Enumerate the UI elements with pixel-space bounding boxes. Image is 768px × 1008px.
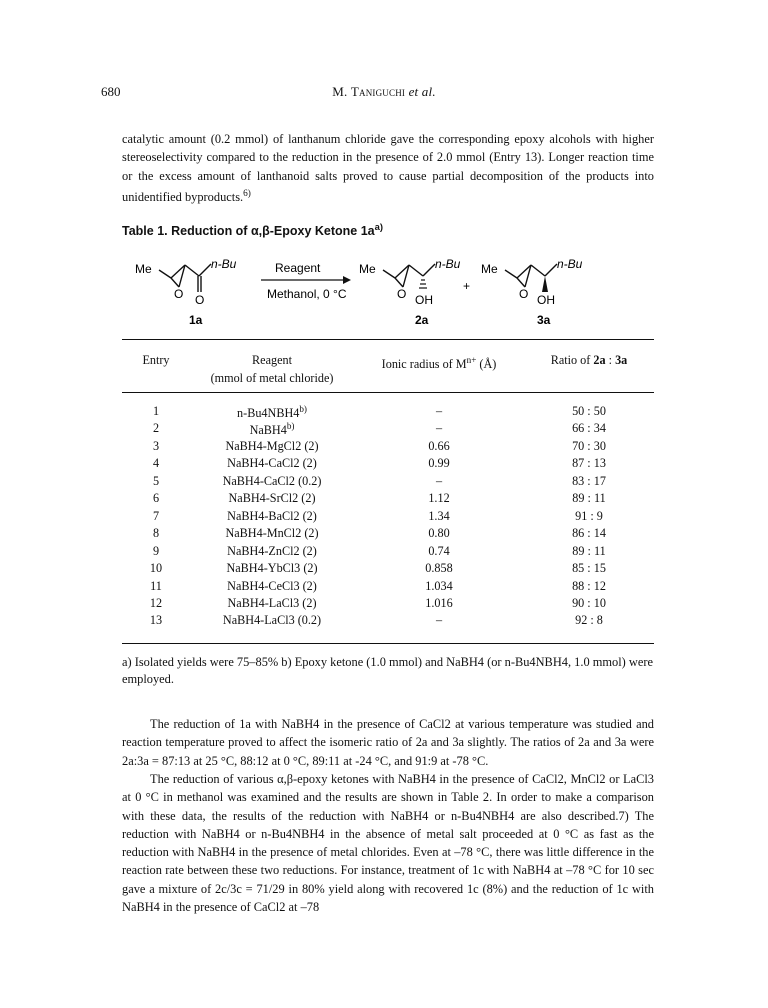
entry-cell: 10 bbox=[149, 561, 163, 576]
ionic-radius-cell: 1.016 bbox=[425, 595, 453, 610]
svg-text:O: O bbox=[174, 287, 184, 301]
reagent-footnote-ref: b) bbox=[299, 404, 307, 414]
table-row bbox=[122, 509, 654, 526]
reagent-cell: NaBH4-CaCl2 (2) bbox=[227, 456, 317, 471]
label-1a: 1a bbox=[189, 313, 203, 327]
table-row bbox=[122, 491, 654, 508]
ratio-cell: 92 : 8 bbox=[575, 613, 603, 628]
ionic-radius-cell: 0.99 bbox=[428, 456, 450, 471]
ionic-radius-cell: 1.034 bbox=[425, 578, 453, 593]
ionic-radius-cell: – bbox=[435, 473, 443, 488]
svg-text:n-Bu: n-Bu bbox=[211, 257, 237, 271]
svg-text:n-Bu: n-Bu bbox=[557, 257, 583, 271]
table-row bbox=[122, 404, 654, 421]
reagent-cell: NaBH4$^{b)}$ bbox=[249, 421, 295, 438]
paragraph-various-ketones: The reduction of various α,β-epoxy ketones with NaBH4 in the presence of CaCl2, MnCl2 or LaCl3 at 0 °C in methanol was examined and the results are shown in Table 2. In order to make a comparison with these data, the results of the reduction with NaBH4 or n-Bu4NBH4 are also described.7) The reduction with NaBH4 or n-Bu4NBH4 in the absence of metal salt proceeded at 0 °C as fast as the reduction with NaBH4 in the presence of metal chlorides. Even at –78 °C, there was little difference in the reaction rate between these two reductions. For instance, treatment of 1c with NaBH4 at –78 °C for 10 sec gave a mixture of 2c/3c = 71/29 in 80% yield along with recovered 1c (8%) and the reduction of 1c with NaBH4 in the presence of CaCl2 at –78 bbox=[122, 772, 654, 915]
ratio-cell: 89 : 11 bbox=[572, 543, 606, 558]
svg-text:+: + bbox=[463, 279, 471, 293]
entry-cell: 8 bbox=[152, 526, 160, 541]
svg-text:O: O bbox=[519, 287, 529, 301]
reagent-cell: NaBH4-CeCl3 (2) bbox=[227, 578, 317, 593]
table-row bbox=[122, 579, 654, 596]
entry-cell: 2 bbox=[152, 421, 160, 436]
reagent-cell: NaBH4-MgCl2 (2) bbox=[225, 438, 319, 453]
ratio-cell: 88 : 12 bbox=[572, 578, 606, 593]
table-row bbox=[122, 439, 654, 456]
table-row bbox=[122, 526, 654, 543]
ratio-cell: 70 : 30 bbox=[572, 438, 606, 453]
entry-cell: 4 bbox=[152, 456, 160, 471]
ratio-cell: 83 : 17 bbox=[572, 473, 606, 488]
entry-cell: 9 bbox=[152, 543, 160, 558]
ratio-cell: 89 : 11 bbox=[572, 491, 606, 506]
reagent-cell: NaBH4-SrCl2 (2) bbox=[228, 491, 316, 506]
ionic-radius-cell: 1.12 bbox=[428, 491, 450, 506]
col-header-ratio: Ratio of 2a : 3a bbox=[550, 353, 628, 367]
compound-1a-structure bbox=[135, 257, 237, 327]
ratio-cell: 50 : 50 bbox=[572, 404, 606, 418]
ratio-cell: 66 : 34 bbox=[572, 421, 606, 436]
svg-text:Me: Me bbox=[481, 262, 498, 276]
compound-3a-structure bbox=[481, 257, 583, 327]
ionic-radius-cell: 0.66 bbox=[428, 438, 450, 453]
entry-cell: 11 bbox=[150, 578, 162, 593]
running-head: M. Taniguchi et al. bbox=[332, 84, 436, 99]
ionic-radius-cell: – bbox=[435, 613, 443, 628]
reagent-cell: NaBH4-LaCl3 (2) bbox=[227, 595, 317, 610]
entry-cell: 1 bbox=[152, 404, 160, 418]
label-2a: 2a bbox=[415, 313, 429, 327]
reagent-cell: NaBH4-LaCl3 (0.2) bbox=[222, 613, 322, 628]
compound-2a-structure bbox=[359, 257, 461, 327]
reagent-cell: NaBH4-ZnCl2 (2) bbox=[227, 543, 317, 558]
svg-text:Methanol, 0 °C: Methanol, 0 °C bbox=[267, 287, 347, 301]
reagent-cell: n-Bu4NBH4$^{b)}$ bbox=[237, 404, 307, 421]
table-header-rule bbox=[122, 392, 654, 393]
svg-text:O: O bbox=[397, 287, 407, 301]
reaction-arrow bbox=[261, 261, 351, 301]
page-number: 680 bbox=[101, 84, 121, 99]
ionic-radius-cell: – bbox=[435, 404, 443, 418]
table-bottom-rule bbox=[122, 643, 654, 644]
ratio-cell: 91 : 9 bbox=[575, 508, 603, 523]
svg-text:O: O bbox=[195, 293, 205, 307]
ratio-cell: 90 : 10 bbox=[572, 595, 606, 610]
svg-text:OH: OH bbox=[537, 293, 555, 307]
col-header-entry: Entry bbox=[142, 353, 170, 367]
ratio-cell: 86 : 14 bbox=[572, 526, 606, 541]
col-header-reagent: Reagent (mmol of metal chloride) bbox=[210, 353, 334, 385]
svg-text:OH: OH bbox=[415, 293, 433, 307]
col-header-ionic-radius: Ionic radius of $M^{n+}$ (Å) bbox=[381, 355, 497, 372]
entry-cell: 5 bbox=[152, 473, 160, 488]
table-footnote: a) Isolated yields were 75–85% b) Epoxy ketone (1.0 mmol) and NaBH4 (or n-Bu4NBH4, 1.0 mmol) were employed. bbox=[122, 655, 653, 686]
svg-text:n-Bu: n-Bu bbox=[435, 257, 461, 271]
reagent-cell: NaBH4-BaCl2 (2) bbox=[227, 508, 317, 523]
paragraph-temperature: The reduction of 1a with NaBH4 in the presence of CaCl2 at various temperature was studied and reaction temperature proved to affect the isomeric ratio of 2a and 3a slightly. The ratios of 2a and 3a were 2a:3a = 87:13 at 25 °C, 88:12 at 0 °C, 89:11 at -24 °C, and 91:9 at -78 °C. bbox=[122, 717, 654, 768]
ratio-cell: 87 : 13 bbox=[572, 456, 606, 471]
svg-text:Me: Me bbox=[135, 262, 152, 276]
table-row bbox=[122, 474, 654, 491]
table-row bbox=[122, 613, 654, 630]
reagent-footnote-ref: b) bbox=[286, 421, 295, 432]
table-row bbox=[122, 544, 654, 561]
entry-cell: 6 bbox=[152, 491, 160, 506]
entry-cell: 7 bbox=[152, 508, 160, 523]
entry-cell: 12 bbox=[149, 595, 163, 610]
table-title: Table 1. Reduction of α,β-Epoxy Ketone $1a^{a)}$ bbox=[122, 222, 383, 239]
table-row bbox=[122, 561, 654, 578]
ionic-radius-cell: 0.74 bbox=[428, 543, 450, 558]
ionic-radius-cell: 1.34 bbox=[428, 508, 450, 523]
intro-paragraph: catalytic amount (0.2 mmol) of lanthanum chloride gave the corresponding epoxy alcohols with higher stereoselectivity compared to the reduction in the presence of 2.0 mmol (Entry 13). Longer reaction time or the excess amount of lanthanoid salts proved to cause partial decomposition of the products into unidentified byproducts.$^{6)}$ bbox=[122, 132, 654, 205]
label-3a: 3a bbox=[537, 313, 551, 327]
entry-cell: 3 bbox=[152, 438, 160, 453]
table-row bbox=[122, 421, 654, 438]
table-row bbox=[122, 596, 654, 613]
ratio-cell: 85 : 15 bbox=[572, 561, 606, 576]
ionic-radius-cell: 0.80 bbox=[428, 526, 450, 541]
reagent-cell: NaBH4-CaCl2 (0.2) bbox=[222, 473, 322, 488]
entry-cell: 13 bbox=[149, 613, 163, 628]
reagent-cell: NaBH4-MnCl2 (2) bbox=[225, 526, 319, 541]
reaction-scheme bbox=[125, 254, 645, 334]
svg-text:Me: Me bbox=[359, 262, 376, 276]
table-row bbox=[122, 456, 654, 473]
ionic-radius-cell: 0.858 bbox=[425, 561, 453, 576]
table-top-rule bbox=[122, 339, 654, 340]
reagent-cell: NaBH4-YbCl3 (2) bbox=[226, 561, 318, 576]
ionic-radius-cell: – bbox=[435, 421, 443, 436]
svg-text:Reagent: Reagent bbox=[275, 261, 321, 275]
